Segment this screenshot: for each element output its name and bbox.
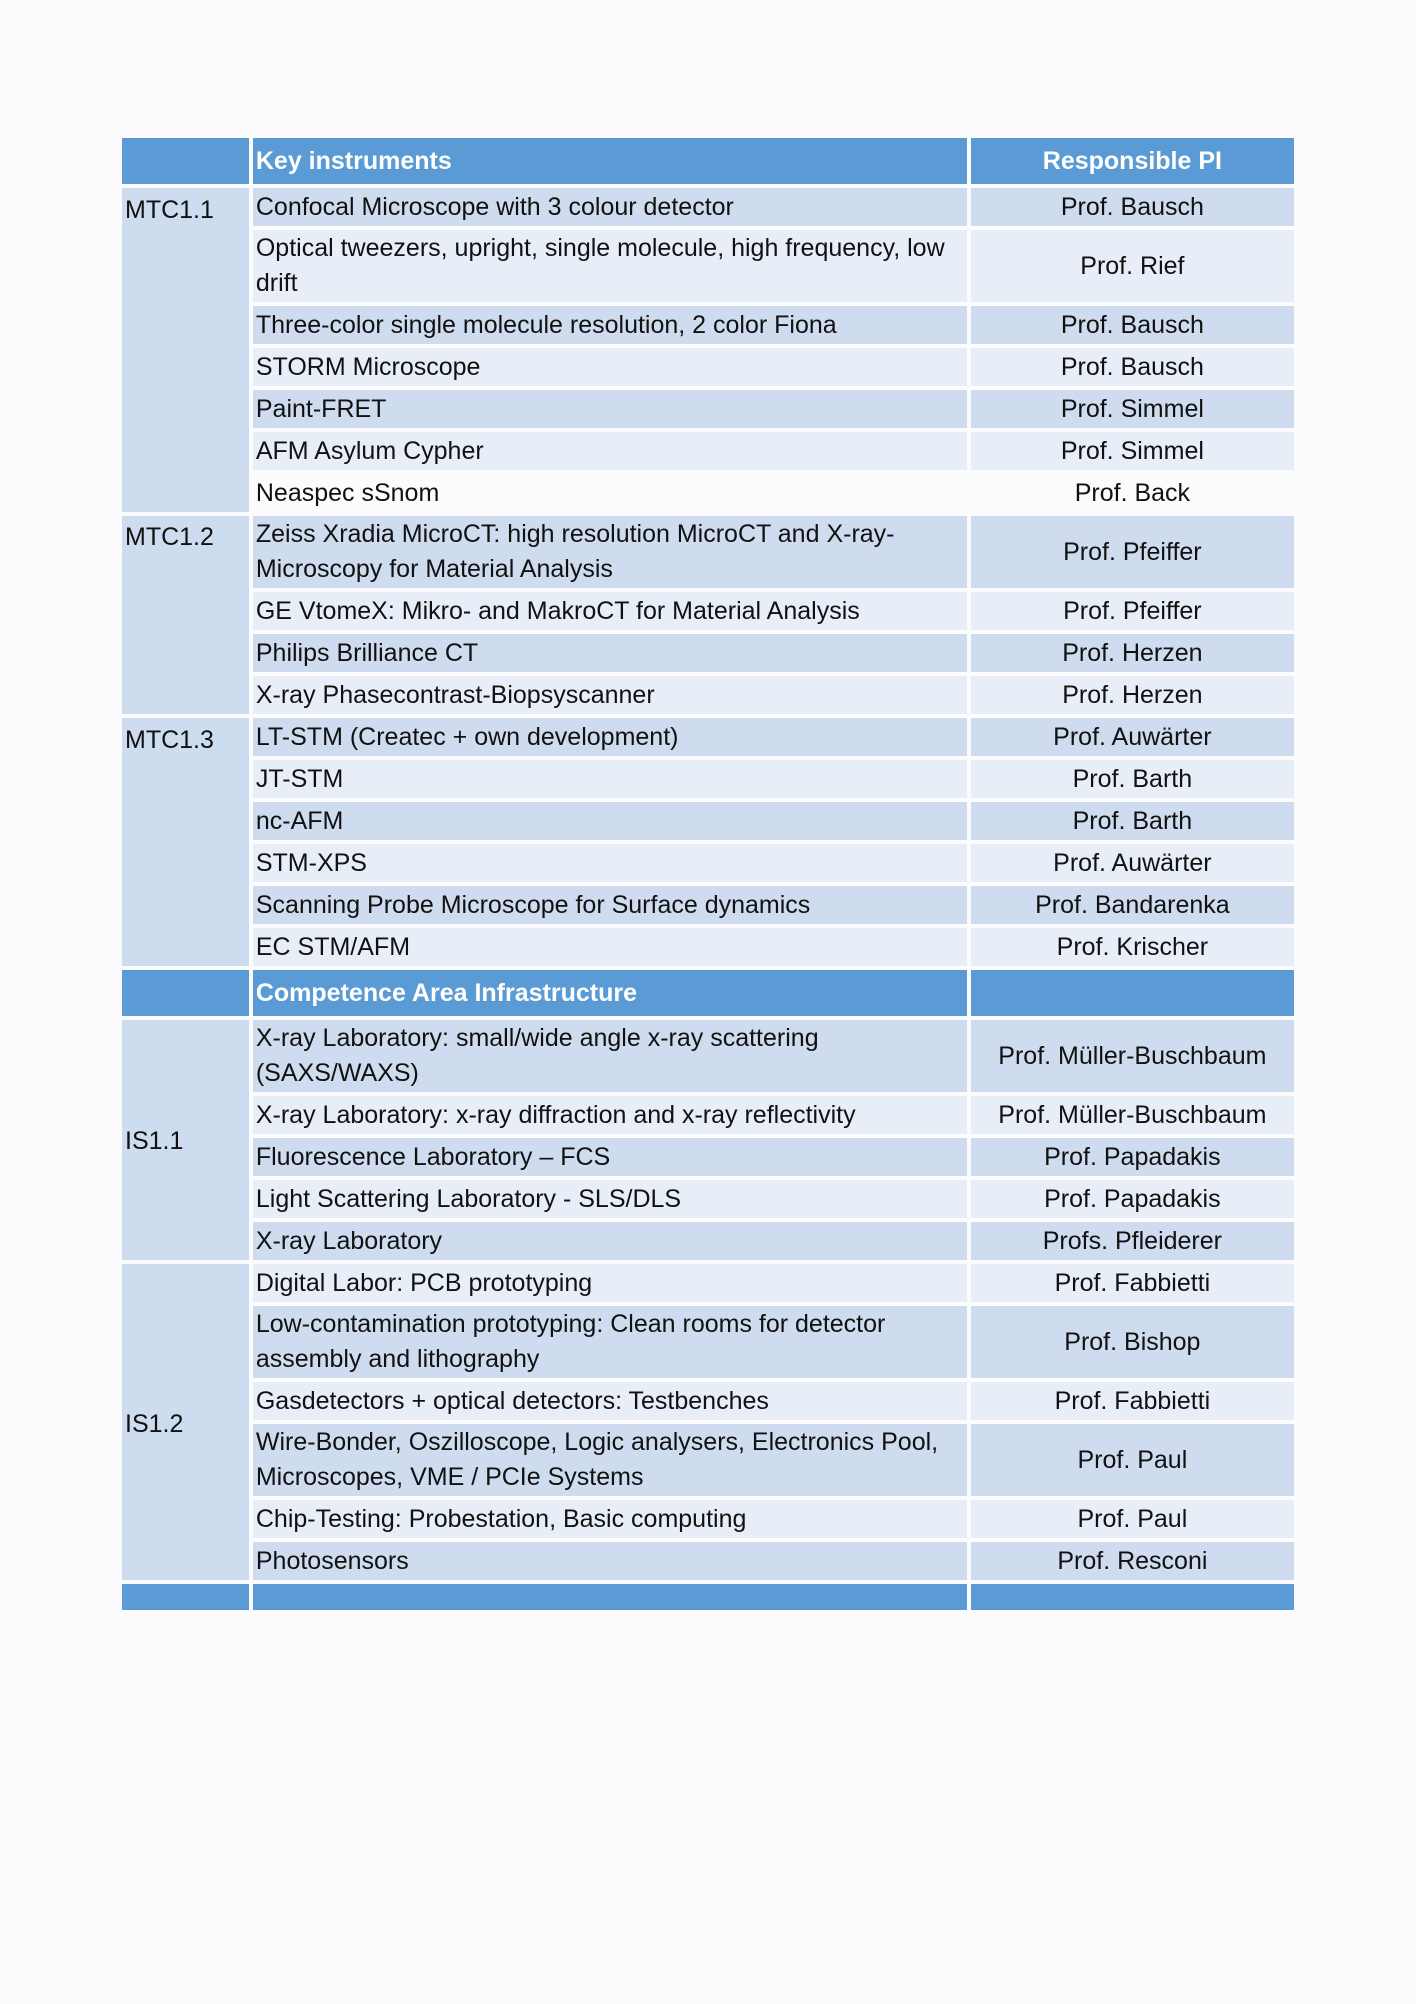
footer-cell	[253, 1584, 967, 1610]
table-row	[122, 516, 1294, 588]
footer-cell	[971, 1584, 1294, 1610]
pi-cell: Prof. Simmel	[971, 432, 1294, 470]
table-row	[122, 1382, 1294, 1420]
header-instruments-cell: Key instruments	[253, 138, 967, 184]
header-code-cell	[122, 138, 249, 184]
pi-cell: Prof. Pfeiffer	[971, 516, 1294, 588]
instrument-cell: Paint-FRET	[253, 390, 967, 428]
pi-cell: Prof. Auwärter	[971, 844, 1294, 882]
group-code-cell: IS1.2	[122, 1264, 249, 1580]
instrument-cell: Three-color single molecule resolution, 2 color Fiona	[253, 306, 967, 344]
pi-cell: Prof. Krischer	[971, 928, 1294, 966]
pi-cell: Prof. Papadakis	[971, 1180, 1294, 1218]
instrument-cell: STM-XPS	[253, 844, 967, 882]
pi-cell: Prof. Paul	[971, 1424, 1294, 1496]
table-row	[122, 188, 1294, 226]
pi-cell: Prof. Barth	[971, 760, 1294, 798]
pi-cell: Prof. Bausch	[971, 306, 1294, 344]
pi-cell: Prof. Bausch	[971, 348, 1294, 386]
table-row	[122, 474, 1294, 512]
table-row	[122, 634, 1294, 672]
instrument-cell: X-ray Phasecontrast-Biopsyscanner	[253, 676, 967, 714]
table-row	[122, 348, 1294, 386]
table-row	[122, 1180, 1294, 1218]
table-row	[122, 718, 1294, 756]
table-row	[122, 306, 1294, 344]
table-row	[122, 844, 1294, 882]
table-row	[122, 1222, 1294, 1260]
pi-cell: Prof. Bausch	[971, 188, 1294, 226]
instrument-cell: X-ray Laboratory	[253, 1222, 967, 1260]
instrument-cell: Fluorescence Laboratory – FCS	[253, 1138, 967, 1176]
table-row	[122, 1424, 1294, 1496]
footer-row	[122, 1584, 1294, 1610]
pi-cell: Prof. Pfeiffer	[971, 592, 1294, 630]
instrument-cell: X-ray Laboratory: small/wide angle x-ray scattering (SAXS/WAXS)	[253, 1020, 967, 1092]
group-code-cell: MTC1.2	[122, 516, 249, 714]
instrument-cell: Zeiss Xradia MicroCT: high resolution MicroCT and X-ray-Microscopy for Material Analysis	[253, 516, 967, 588]
table-row	[122, 1020, 1294, 1092]
pi-cell: Prof. Müller-Buschbaum	[971, 1020, 1294, 1092]
instruments-table	[118, 134, 1298, 1614]
instrument-cell: EC STM/AFM	[253, 928, 967, 966]
instrument-cell: STORM Microscope	[253, 348, 967, 386]
pi-cell: Prof. Barth	[971, 802, 1294, 840]
header-row	[122, 138, 1294, 184]
group-code-cell: MTC1.1	[122, 188, 249, 512]
table-row	[122, 1306, 1294, 1378]
instrument-cell: Photosensors	[253, 1542, 967, 1580]
pi-cell: Prof. Bishop	[971, 1306, 1294, 1378]
instrument-cell: Scanning Probe Microscope for Surface dynamics	[253, 886, 967, 924]
instrument-cell: GE VtomeX: Mikro- and MakroCT for Material Analysis	[253, 592, 967, 630]
pi-cell: Prof. Herzen	[971, 634, 1294, 672]
instrument-cell: JT-STM	[253, 760, 967, 798]
section-header-row	[122, 970, 1294, 1016]
instrument-cell: LT-STM (Createc + own development)	[253, 718, 967, 756]
section-pi-cell	[971, 970, 1294, 1016]
pi-cell: Prof. Bandarenka	[971, 886, 1294, 924]
group-code-cell: MTC1.3	[122, 718, 249, 966]
header-pi-cell: Responsible PI	[971, 138, 1294, 184]
table-row	[122, 1542, 1294, 1580]
instrument-cell: Optical tweezers, upright, single molecule, high frequency, low drift	[253, 230, 967, 302]
pi-cell: Prof. Herzen	[971, 676, 1294, 714]
table-row	[122, 230, 1294, 302]
instrument-cell: Confocal Microscope with 3 colour detector	[253, 188, 967, 226]
instrument-cell: Digital Labor: PCB prototyping	[253, 1264, 967, 1302]
pi-cell: Prof. Paul	[971, 1500, 1294, 1538]
pi-cell: Prof. Fabbietti	[971, 1264, 1294, 1302]
table-row	[122, 1264, 1294, 1302]
pi-cell: Prof. Back	[971, 474, 1294, 512]
table-row	[122, 592, 1294, 630]
pi-cell: Prof. Resconi	[971, 1542, 1294, 1580]
pi-cell: Prof. Rief	[971, 230, 1294, 302]
section-title: Competence Area Infrastructure	[253, 970, 967, 1016]
section-code-cell	[122, 970, 249, 1016]
instrument-cell: Wire-Bonder, Oszilloscope, Logic analysers, Electronics Pool, Microscopes, VME / PCIe Systems	[253, 1424, 967, 1496]
table-row	[122, 432, 1294, 470]
pi-cell: Prof. Müller-Buschbaum	[971, 1096, 1294, 1134]
instrument-cell: Gasdetectors + optical detectors: Testbenches	[253, 1382, 967, 1420]
table-row	[122, 760, 1294, 798]
instrument-cell: Neaspec sSnom	[253, 474, 967, 512]
instruments-table-container	[122, 138, 1294, 1614]
instrument-cell: X-ray Laboratory: x-ray diffraction and x-ray reflectivity	[253, 1096, 967, 1134]
instrument-cell: nc-AFM	[253, 802, 967, 840]
group-code-cell: IS1.1	[122, 1020, 249, 1260]
table-row	[122, 802, 1294, 840]
pi-cell: Prof. Simmel	[971, 390, 1294, 428]
instrument-cell: Light Scattering Laboratory - SLS/DLS	[253, 1180, 967, 1218]
table-row	[122, 676, 1294, 714]
footer-cell	[122, 1584, 249, 1610]
table-row	[122, 886, 1294, 924]
table-row	[122, 1138, 1294, 1176]
pi-cell: Prof. Auwärter	[971, 718, 1294, 756]
pi-cell: Prof. Papadakis	[971, 1138, 1294, 1176]
pi-cell: Prof. Fabbietti	[971, 1382, 1294, 1420]
instrument-cell: Low-contamination prototyping: Clean rooms for detector assembly and lithography	[253, 1306, 967, 1378]
table-row	[122, 1096, 1294, 1134]
table-row	[122, 1500, 1294, 1538]
instrument-cell: Chip-Testing: Probestation, Basic computing	[253, 1500, 967, 1538]
table-row	[122, 928, 1294, 966]
instrument-cell: AFM Asylum Cypher	[253, 432, 967, 470]
table-row	[122, 390, 1294, 428]
pi-cell: Profs. Pfleiderer	[971, 1222, 1294, 1260]
instrument-cell: Philips Brilliance CT	[253, 634, 967, 672]
